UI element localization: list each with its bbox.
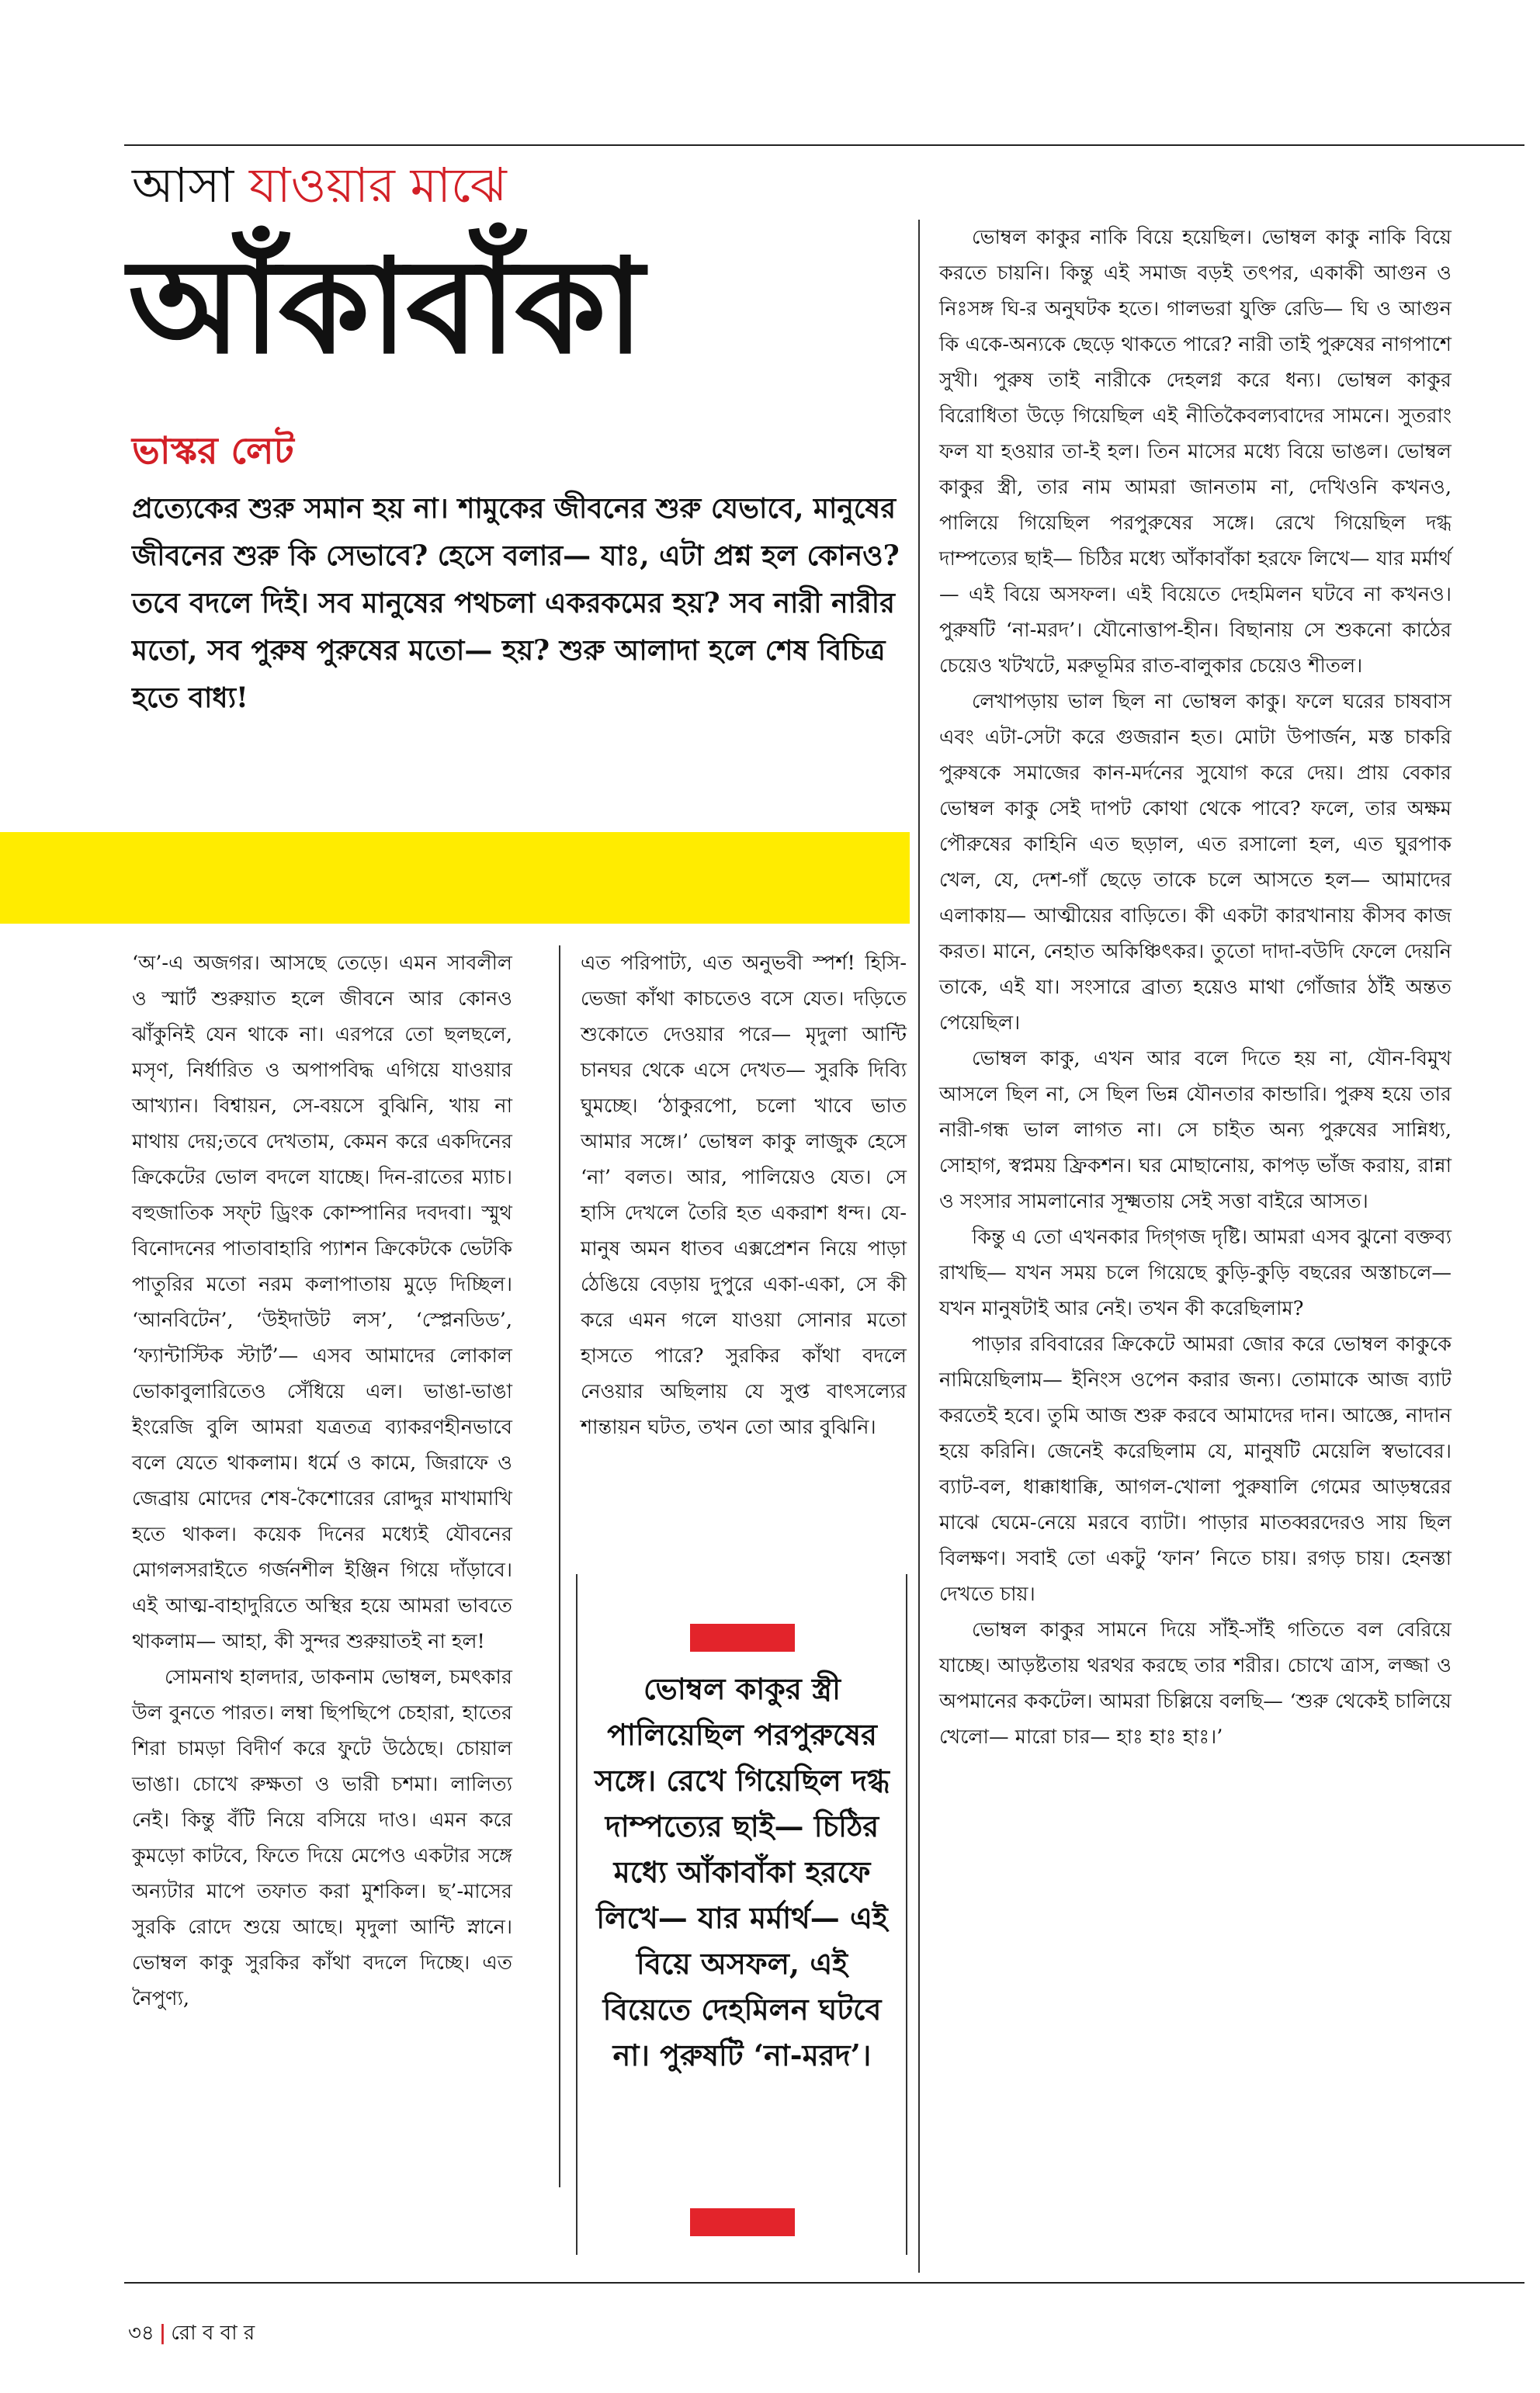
- paragraph: ভোম্বল কাকু, এখন আর বলে দিতে হয় না, যৌন-বিমুখ আসলে ছিল না, সে ছিল ভিন্ন যৌনতার কান্ডারি। পুরুষ হয়ে তার নারী-গন্ধ ভাল লাগত না। সে চাইত অন্য পুরুষের সান্নিধ্য, সোহাগ, স্বপ্নময় ফ্রিকশন। ঘর মোছানোয়, কাপড় ভাঁজ করায়, রান্না ও সংসার সামলানোর সূক্ষ্মতায় সেই সত্তা বাইরে আসত।: [939, 1047, 1452, 1213]
- page-folio: [128, 2317, 255, 2351]
- pullquote-text: ভোম্বল কাকুর স্ত্রী পালিয়েছিল পরপুরুষের সঙ্গে। রেখে গিয়েছিল দগ্ধ দাম্পত্যের ছাই— চিঠির মধ্যে আঁকাবাঁকা হরফে লিখে— যার মর্মার্থ— এই বিয়ে অসফল, এই বিয়েতে দেহমিলন ঘটবে না। পুরুষটি ‘না-মরদ’।: [595, 1671, 890, 2072]
- body-column-middle: [581, 945, 907, 1445]
- folio-separator: |: [158, 2322, 167, 2345]
- paragraph: পাড়ার রবিবারের ক্রিকেটে আমরা জোর করে ভোম্বল কাকুকে নামিয়েছিলাম— ইনিংস ওপেন করার জন্য। তোমাকে আজ ব্যাট করতেই হবে। তুমি আজ শুরু করবে আমাদের দান। আজ্ঞে, নাদান হয়ে করিনি। জেনেই করেছিলাম যে, মানুষটি মেয়েলি স্বভাবের। ব্যাট-বল, ধাক্কাধাক্কি, আগল-খোলা পুরুষালি গেমের আড়ম্বরের মাঝে ঘেমে-নেয়ে মরবে ব্যাটা। পাড়ার মাতব্বরদেরও সায় ছিল বিলক্ষণ। সবাই তো একটু ‘ফান’ নিতে চায়। রগড় চায়। হেনস্তা দেখতে চায়।: [939, 1333, 1452, 1606]
- pullquote-bar-bottom: [690, 2208, 795, 2236]
- pullquote-bar-top: [690, 1624, 795, 1652]
- paragraph: ভোম্বল কাকুর নাকি বিয়ে হয়েছিল। ভোম্বল কাকু নাকি বিয়ে করতে চায়নি। কিন্তু এই সমাজ বড়ই তৎপর, একাকী আগুন ও নিঃসঙ্গ ঘি-র অনুঘটক হতে। গালভরা যুক্তি রেডি— ঘি ও আগুন কি একে-অন্যকে ছেড়ে থাকতে পারে? নারী তাই পুরুষের নাগপাশে সুখী। পুরুষ তাই নারীকে দেহলগ্ন করে ধন্য। ভোম্বল কাকুর বিরোধিতা উড়ে গিয়েছিল এই নীতিকৈবল্যবাদের সামনে। সুতরাং ফল যা হওয়ার তা-ই হল। তিন মাসের মধ্যে বিয়ে ভাঙল। ভোম্বল কাকুর স্ত্রী, তার নাম আমরা জানতাম না, দেখিওনি কখনও, পালিয়ে গিয়েছিল পরপুরুষের সঙ্গে। রেখে গিয়েছিল দগ্ধ দাম্পত্যের ছাই— চিঠির মধ্যে আঁকাবাঁকা হরফে লিখে— যার মর্মার্থ— এই বিয়ে অসফল। এই বিয়েতে দেহমিলন ঘটবে না কখনও। পুরুষটি ‘না-মরদ’। যৌনোত্তাপ-হীন। বিছানায় সে শুকনো কাঠের চেয়েও খটখটে, মরুভূমির রাত-বালুকার চেয়েও শীতল।: [939, 226, 1452, 678]
- author-byline: ভাস্কর লেট: [132, 429, 294, 473]
- bottom-rule: [124, 2282, 1524, 2284]
- decorative-yellow-band: [0, 832, 910, 924]
- body-column-left: [132, 945, 512, 2017]
- kicker-part-2: যাওয়ার মাঝে: [248, 157, 507, 213]
- paragraph: লেখাপড়ায় ভাল ছিল না ভোম্বল কাকু। ফলে ঘরের চাষবাস এবং এটা-সেটা করে গুজরান হত। মোটা উপার্জন, মস্ত চাকরি পুরুষকে সমাজের কান-মর্দনের সুযোগ করে দেয়। প্রায় বেকার ভোম্বল কাকু সেই দাপট কোথা থেকে পাবে? ফলে, তার অক্ষম পৌরুষের কাহিনি এত ছড়াল, এত রসালো হল, এত ঘুরপাক খেল, যে, দেশ-গাঁ ছেড়ে তাকে চলে আসতে হল— আমাদের এলাকায়— আত্মীয়ের বাড়িতে। কী একটা কারখানায় কীসব কাজ করত। মানে, নেহাত অকিঞ্চিৎকর। তুতো দাদা-বউদি ফেলে দেয়নি তাকে, এই যা। সংসারে ব্রাত্য হয়েও মাথা গোঁজার ঠাঁই অন্তত পেয়েছিল।: [939, 690, 1452, 1035]
- top-rule: [124, 144, 1524, 146]
- kicker-part-1: আসা: [132, 157, 249, 213]
- paragraph: ‘অ’-এ অজগর। আসছে তেড়ে। এমন সাবলীল ও স্মার্ট শুরুয়াত হলে জীবনে আর কোনও ঝাঁকুনিই যেন থাকে না। এরপরে তো ছলছলে, মসৃণ, নির্ধারিত ও অপাপবিদ্ধ এগিয়ে যাওয়ার আখ্যান। বিশ্বায়ন, সে-বয়সে বুঝিনি, খায় না মাথায় দেয়;তবে দেখতাম, কেমন করে একদিনের ক্রিকেটের ভোল বদলে যাচ্ছে। দিন-রাতের ম্যাচ। বহুজাতিক সফ্‌ট ড্রিংক কোম্পানির দবদবা। স্মুথ বিনোদনের পাতাবাহারি প্যাশন ক্রিকেটকে ভেটকি পাতুরির মতো নরম কলাপাতায় মুড়ে দিচ্ছিল। ‘আনবিটেন’, ‘উইদাউট লস’, ‘স্প্লেনডিড’, ‘ফ্যান্টাস্টিক স্টার্ট’— এসব আমাদের লোকাল ভোকাবুলারিতেও সেঁধিয়ে এল। ভাঙা-ভাঙা ইংরেজি বুলি আমরা যত্রতত্র ব্যাকরণহীনভাবে বলে যেতে থাকলাম। ধর্মে ও কামে, জিরাফে ও জেব্রায় মোদের শেষ-কৈশোরের রোদ্দুর মাখামাখি হতে থাকল। কয়েক দিনের মধ্যেই যৌবনের মোগলসরাইতে গর্জনশীল ইঞ্জিন গিয়ে দাঁড়াবে। এই আত্ম-বাহাদুরিতে অস্থির হয়ে আমরা ভাবতে থাকলাম— আহা, কী সুন্দর শুরুয়াতই না হল!: [132, 952, 512, 1653]
- publication-name: রো ব বা র: [171, 2322, 255, 2345]
- standfirst: প্রত্যেকের শুরু সমান হয় না। শামুকের জীবনের শুরু যেভাবে, মানুষের জীবনের শুরু কি সেভাবে? হেসে বলার— যাঃ, এটা প্রশ্ন হল কোনও? তবে বদলে দিই। সব মানুষের পথচলা একরকমের হয়? সব নারী নারীর মতো, সব পুরুষ পুরুষের মতো— হয়? শুরু আলাদা হলে শেষ বিচিত্র হতে বাধ্য!: [132, 492, 900, 714]
- page-number: ৩৪: [128, 2322, 154, 2345]
- column-divider-2: [918, 220, 920, 2273]
- pullquote-box: [576, 1574, 907, 2255]
- paragraph: সোমনাথ হালদার, ডাকনাম ভোম্বল, চমৎকার উল বুনতে পারত। লম্বা ছিপছিপে চেহারা, হাতের শিরা চামড়া বিদীর্ণ করে ফুটে উঠেছে। চোয়াল ভাঙা। চোখে রুক্ষতা ও ভারী চশমা। লালিত্য নেই। কিন্তু বঁটি নিয়ে বসিয়ে দাও। এমন করে কুমড়ো কাটবে, ফিতে দিয়ে মেপেও একটার সঙ্গে অন্যটার মাপে তফাত করা মুশকিল। ছ’-মাসের সুরকি রোদে শুয়ে আছে। মৃদুলা আন্টি স্নানে। ভোম্বল কাকু সুরকির কাঁথা বদলে দিচ্ছে। এত নৈপুণ্য,: [132, 1666, 512, 2010]
- section-kicker: [132, 159, 507, 212]
- body-column-right: [939, 220, 1452, 1755]
- article-headline: আঁকাবাঁকা: [128, 229, 643, 383]
- paragraph: এত পরিপাট্য, এত অনুভবী স্পর্শ! হিসি-ভেজা কাঁথা কাচতেও বসে যেত। দড়িতে শুকোতে দেওয়ার পরে— মৃদুলা আন্টি চানঘর থেকে এসে দেখত— সুরকি দিব্যি ঘুমচ্ছে। ‘ঠাকুরপো, চলো খাবে ভাত আমার সঙ্গে।’ ভোম্বল কাকু লাজুক হেসে ‘না’ বলত। আর, পালিয়েও যেত। সে হাসি দেখলে তৈরি হত একরাশ ধন্দ। যে-মানুষ অমন ধাতব এক্সপ্রেশন নিয়ে পাড়া ঠেঙিয়ে বেড়ায় দুপুরে একা-একা, সে কী করে এমন গলে যাওয়া সোনার মতো হাসতে পারে? সুরকির কাঁথা বদলে নেওয়ার অছিলায় যে সুপ্ত বাৎসল্যের শান্তায়ন ঘটত, তখন তো আর বুঝিনি।: [581, 952, 907, 1439]
- paragraph: ভোম্বল কাকুর সামনে দিয়ে সাঁই-সাঁই গতিতে বল বেরিয়ে যাচ্ছে। আড়ষ্টতায় থরথর করছে তার শরীর। চোখে ত্রাস, লজ্জা ও অপমানের ককটেল। আমরা চিল্লিয়ে বলছি— ‘শুরু থেকেই চালিয়ে খেলো— মারো চার— হাঃ হাঃ হাঃ।’: [939, 1618, 1452, 1749]
- paragraph: কিন্তু এ তো এখনকার দিগ্‌গজ দৃষ্টি। আমরা এসব ঝুনো বক্তব্য রাখছি— যখন সময় চলে গিয়েছে কুড়ি-কুড়ি বছরের অস্তাচলে— যখন মানুষটাই আর নেই। তখন কী করেছিলাম?: [939, 1226, 1452, 1320]
- column-divider-1: [559, 945, 560, 2187]
